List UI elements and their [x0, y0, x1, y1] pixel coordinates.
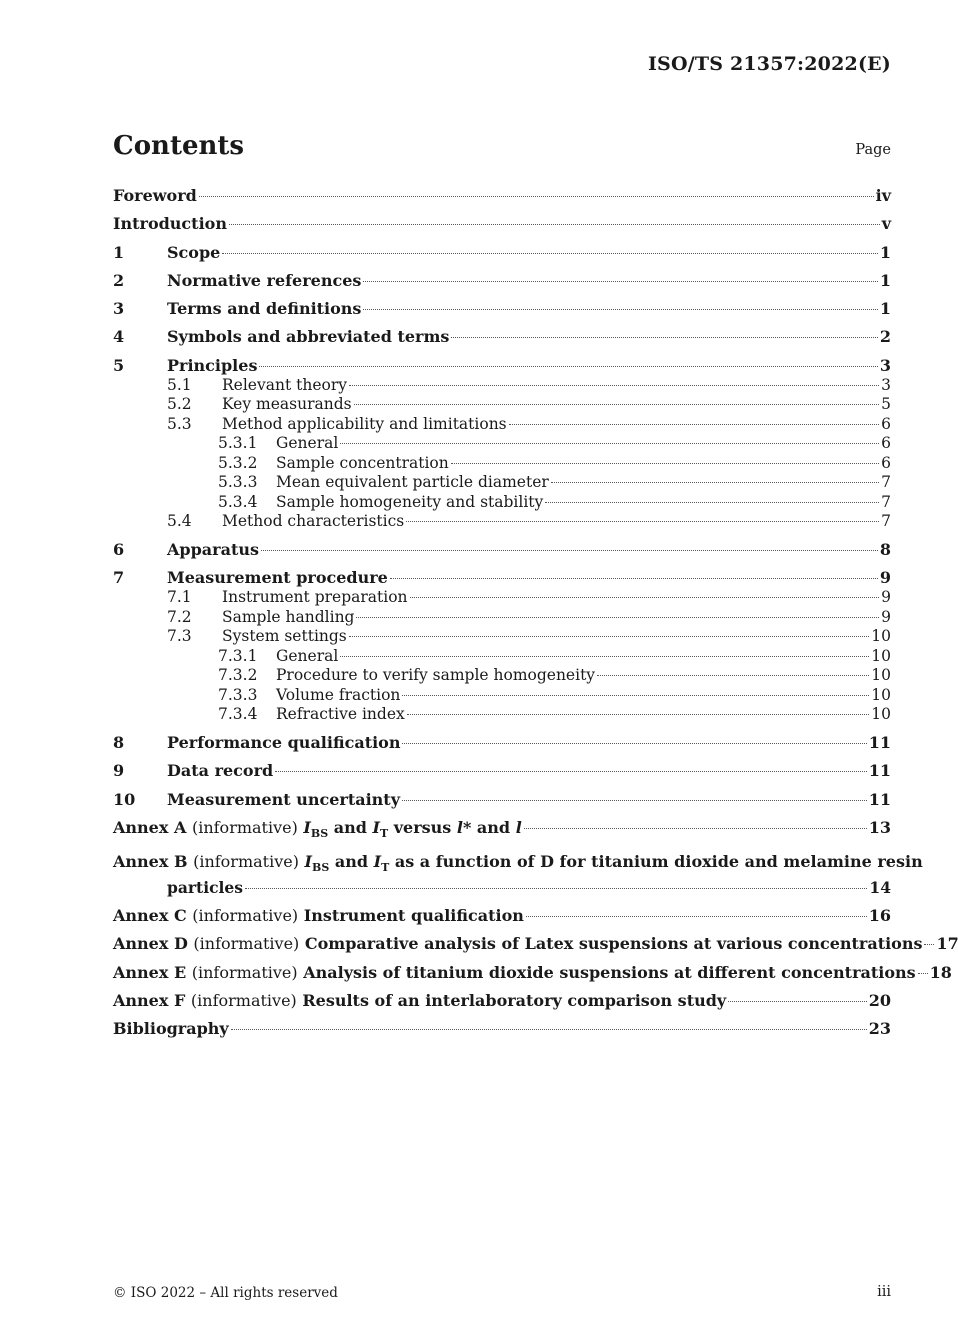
- toc-entry-7-3[interactable]: [113, 627, 891, 647]
- toc-title: [113, 963, 916, 983]
- symbol-i: I: [304, 852, 313, 872]
- toc-page: 1: [879, 242, 891, 262]
- toc-entry-normative-references[interactable]: [113, 271, 891, 291]
- toc-page: 10: [871, 685, 891, 704]
- toc-page: 18: [929, 962, 952, 982]
- dot-leader: [918, 973, 928, 974]
- toc-page: 6: [881, 434, 891, 453]
- annex-title: Results of an interlaboratory comparison study: [302, 991, 727, 1011]
- toc-entry-annex-b[interactable]: [113, 852, 923, 898]
- toc-title: Scope: [167, 242, 221, 262]
- toc-entry-scope[interactable]: [113, 243, 891, 263]
- toc-title: General: [276, 434, 339, 453]
- toc-entry-uncertainty[interactable]: [113, 790, 891, 810]
- toc-entry-5-3-1[interactable]: [113, 434, 891, 454]
- toc-title: Volume fraction: [276, 685, 401, 704]
- dot-leader: [526, 916, 867, 917]
- toc-title: Measurement uncertainty: [167, 789, 400, 809]
- symbol-i: I: [303, 818, 311, 838]
- toc-title: [113, 818, 522, 844]
- annex-label: Annex B: [113, 852, 188, 872]
- toc-title: Method characteristics: [222, 512, 405, 531]
- toc-entry-foreword[interactable]: [113, 186, 891, 206]
- toc-entry-symbols[interactable]: [113, 327, 891, 347]
- toc-title: Data record: [167, 761, 274, 781]
- toc-title: Procedure to verify sample homogeneity: [276, 666, 596, 685]
- annex-kind: (informative): [191, 962, 298, 982]
- toc-title: Sample handling: [222, 607, 355, 626]
- toc-entry-measurement-procedure[interactable]: [113, 568, 891, 588]
- toc-number: 5.3.4: [218, 492, 258, 511]
- toc-number: 7.2: [167, 607, 192, 626]
- toc-page: 11: [868, 761, 891, 781]
- dot-leader: [363, 309, 877, 310]
- annex-label: Annex C: [113, 906, 187, 926]
- annex-text: and: [334, 852, 369, 872]
- dot-leader: [451, 463, 879, 464]
- toc-number: 7.1: [167, 588, 192, 607]
- page-number: iii: [877, 1284, 891, 1300]
- toc-entry-annex-a[interactable]: [113, 818, 891, 844]
- annex-text: versus: [393, 818, 452, 838]
- annex-label: Annex F: [113, 991, 186, 1011]
- toc-number: 1: [113, 242, 125, 262]
- toc-page: 2: [879, 327, 891, 347]
- toc-number: 5.3: [167, 414, 192, 433]
- toc-number: 7: [113, 568, 125, 588]
- toc-page: 10: [871, 666, 891, 685]
- annex-kind: (informative): [191, 818, 298, 838]
- toc-page: 6: [881, 414, 891, 433]
- toc-number: 9: [113, 761, 125, 781]
- table-of-contents: [113, 186, 959, 1039]
- dot-leader: [275, 771, 867, 772]
- toc-page: 10: [871, 705, 891, 724]
- toc-page: 3: [881, 375, 891, 394]
- annex-text: and: [333, 818, 367, 838]
- toc-number: 5.2: [167, 395, 192, 414]
- dot-leader: [509, 424, 879, 425]
- toc-title: Symbols and abbreviated terms: [167, 327, 450, 347]
- toc-entry-5-3[interactable]: [113, 415, 891, 435]
- dot-leader: [199, 196, 874, 197]
- toc-entry-7-3-4[interactable]: [113, 705, 891, 725]
- toc-page: 10: [871, 646, 891, 665]
- dot-leader: [340, 443, 879, 444]
- annex-title: Analysis of titanium dioxide suspensions at different concentrations: [303, 962, 916, 982]
- dot-leader: [229, 224, 880, 225]
- dot-leader: [261, 550, 878, 551]
- dot-leader: [451, 337, 877, 338]
- toc-page: 11: [868, 733, 891, 753]
- annex-label: Annex D: [113, 934, 188, 954]
- toc-title: [113, 852, 923, 878]
- toc-entry-annex-e[interactable]: [113, 962, 952, 983]
- toc-page: 7: [881, 473, 891, 492]
- toc-page: v: [881, 214, 891, 234]
- toc-page: 1: [879, 270, 891, 290]
- toc-page: 7: [881, 492, 891, 511]
- dot-leader: [245, 888, 867, 889]
- toc-entry-bibliography[interactable]: [113, 1019, 891, 1039]
- toc-entry-terms[interactable]: [113, 299, 891, 319]
- toc-page: 14: [869, 878, 891, 898]
- toc-page: iv: [875, 186, 891, 205]
- toc-title: Foreword: [113, 186, 197, 205]
- subscript: BS: [312, 861, 330, 875]
- toc-page: 13: [868, 818, 891, 838]
- dot-leader: [728, 1001, 867, 1002]
- toc-title: Introduction: [113, 214, 227, 234]
- toc-number: 8: [113, 733, 125, 753]
- toc-page: 6: [881, 453, 891, 472]
- toc-page: 5: [881, 395, 891, 414]
- toc-title: [113, 906, 524, 926]
- symbol-l: l: [515, 818, 522, 838]
- toc-number: 5.4: [167, 512, 192, 531]
- toc-number: 5: [113, 355, 125, 375]
- toc-page: 17: [936, 934, 959, 954]
- toc-title: [113, 991, 726, 1011]
- toc-page: 10: [871, 627, 891, 646]
- toc-title: Normative references: [167, 270, 362, 290]
- toc-title: Sample homogeneity and stability: [276, 492, 544, 511]
- toc-page: 9: [879, 568, 891, 588]
- toc-entry-annex-c[interactable]: [113, 906, 891, 926]
- annex-title: Instrument qualification: [303, 906, 524, 926]
- dot-leader: [924, 944, 934, 945]
- dot-leader: [551, 482, 879, 483]
- toc-title: System settings: [222, 627, 347, 646]
- toc-number: 7.3.4: [218, 705, 258, 724]
- annex-kind: (informative): [192, 906, 299, 926]
- toc-page: 1: [879, 299, 891, 319]
- toc-title: Relevant theory: [222, 375, 347, 394]
- toc-entry-5-3-2[interactable]: [113, 454, 891, 474]
- dot-leader: [402, 743, 866, 744]
- toc-number: 5.3.2: [218, 453, 258, 472]
- toc-entry-principles[interactable]: [113, 356, 891, 376]
- subscript: BS: [310, 827, 329, 841]
- toc-entry-5-2[interactable]: [113, 395, 891, 415]
- toc-page: 8: [879, 540, 891, 560]
- toc-title: Refractive index: [276, 705, 405, 724]
- toc-page: 9: [881, 588, 891, 607]
- annex-kind: (informative): [190, 991, 297, 1011]
- symbol-i: I: [372, 818, 380, 838]
- toc-number: 5.1: [167, 375, 192, 394]
- toc-number: 3: [113, 299, 125, 319]
- toc-page: 7: [881, 512, 891, 531]
- toc-entry-7-2[interactable]: [113, 608, 891, 628]
- toc-continuation: [113, 878, 891, 898]
- toc-entry-7-3-1[interactable]: [113, 647, 891, 667]
- toc-page: 9: [881, 607, 891, 626]
- toc-title-continued: particles: [167, 878, 244, 898]
- toc-title: General: [276, 646, 339, 665]
- toc-page: 23: [868, 1019, 891, 1039]
- toc-number: 7.3.2: [218, 666, 258, 685]
- toc-title: Terms and definitions: [167, 299, 362, 319]
- dot-leader: [407, 714, 870, 715]
- toc-title: Instrument preparation: [222, 588, 408, 607]
- toc-entry-annex-f[interactable]: [113, 991, 891, 1011]
- symbol-l-star: l*: [456, 818, 472, 838]
- dot-leader: [390, 578, 878, 579]
- toc-number: 6: [113, 540, 125, 560]
- annex-text: and: [476, 818, 511, 838]
- toc-entry-7-3-3[interactable]: [113, 686, 891, 706]
- subscript: T: [381, 861, 390, 875]
- symbol-i: I: [373, 852, 382, 872]
- annex-text: as a function of D for titanium dioxide and melamine resin: [394, 852, 923, 872]
- dot-leader: [354, 404, 880, 405]
- toc-entry-5-1[interactable]: [113, 376, 891, 396]
- annex-kind: (informative): [193, 852, 299, 872]
- toc-entry-7-1[interactable]: [113, 588, 891, 608]
- toc-title: Key measurands: [222, 395, 352, 414]
- annex-kind: (informative): [193, 934, 300, 954]
- toc-number: 5.3.3: [218, 473, 258, 492]
- dot-leader: [402, 695, 869, 696]
- toc-entry-annex-d[interactable]: [113, 934, 959, 954]
- toc-entry-apparatus[interactable]: [113, 540, 891, 560]
- dot-leader: [349, 385, 879, 386]
- toc-title: Mean equivalent particle diameter: [276, 473, 549, 492]
- toc-entry-5-3-3[interactable]: [113, 473, 891, 493]
- dot-leader: [259, 366, 877, 367]
- toc-title: Method applicability and limitations: [222, 414, 507, 433]
- toc-entry-performance[interactable]: [113, 733, 891, 753]
- annex-label: Annex A: [113, 818, 187, 838]
- toc-title: Apparatus: [167, 540, 259, 560]
- toc-number: 10: [113, 789, 136, 809]
- dot-leader: [231, 1029, 867, 1030]
- dot-leader: [349, 636, 870, 637]
- toc-entry-7-3-2[interactable]: [113, 666, 891, 686]
- subscript: T: [379, 827, 389, 841]
- toc-number: 5.3.1: [218, 434, 258, 453]
- document-id: ISO/TS 21357:2022(E): [647, 53, 891, 75]
- toc-number: 7.3: [167, 627, 192, 646]
- toc-number: 7.3.1: [218, 646, 258, 665]
- toc-title: Principles: [167, 355, 258, 375]
- toc-number: 7.3.3: [218, 685, 258, 704]
- copyright-notice: © ISO 2022 – All rights reserved: [113, 1285, 338, 1301]
- toc-entry-introduction[interactable]: [113, 214, 891, 234]
- dot-leader: [340, 656, 869, 657]
- toc-title: Measurement procedure: [167, 568, 388, 588]
- dot-leader: [545, 502, 879, 503]
- toc-title: Sample concentration: [276, 453, 449, 472]
- toc-entry-data-record[interactable]: [113, 761, 891, 781]
- toc-number: 2: [113, 270, 125, 290]
- dot-leader: [356, 617, 879, 618]
- toc-entry-5-4[interactable]: [113, 512, 891, 532]
- toc-page: 20: [868, 991, 891, 1011]
- annex-title: Comparative analysis of Latex suspensions at various concentrations: [304, 934, 923, 954]
- dot-leader: [410, 597, 880, 598]
- dot-leader: [402, 800, 867, 801]
- toc-title: [113, 934, 922, 954]
- dot-leader: [524, 828, 867, 829]
- dot-leader: [597, 675, 869, 676]
- dot-leader: [406, 521, 879, 522]
- toc-page: 3: [879, 355, 891, 375]
- toc-title: Bibliography: [113, 1019, 229, 1039]
- dot-leader: [222, 253, 878, 254]
- annex-label: Annex E: [113, 962, 187, 982]
- toc-page: 11: [868, 789, 891, 809]
- toc-title: Performance qualification: [167, 733, 401, 753]
- toc-number: 4: [113, 327, 125, 347]
- toc-entry-5-3-4[interactable]: [113, 493, 891, 513]
- contents-title: Contents: [113, 131, 245, 161]
- toc-page: 16: [868, 906, 891, 926]
- page-column-label: Page: [855, 142, 891, 158]
- dot-leader: [363, 281, 877, 282]
